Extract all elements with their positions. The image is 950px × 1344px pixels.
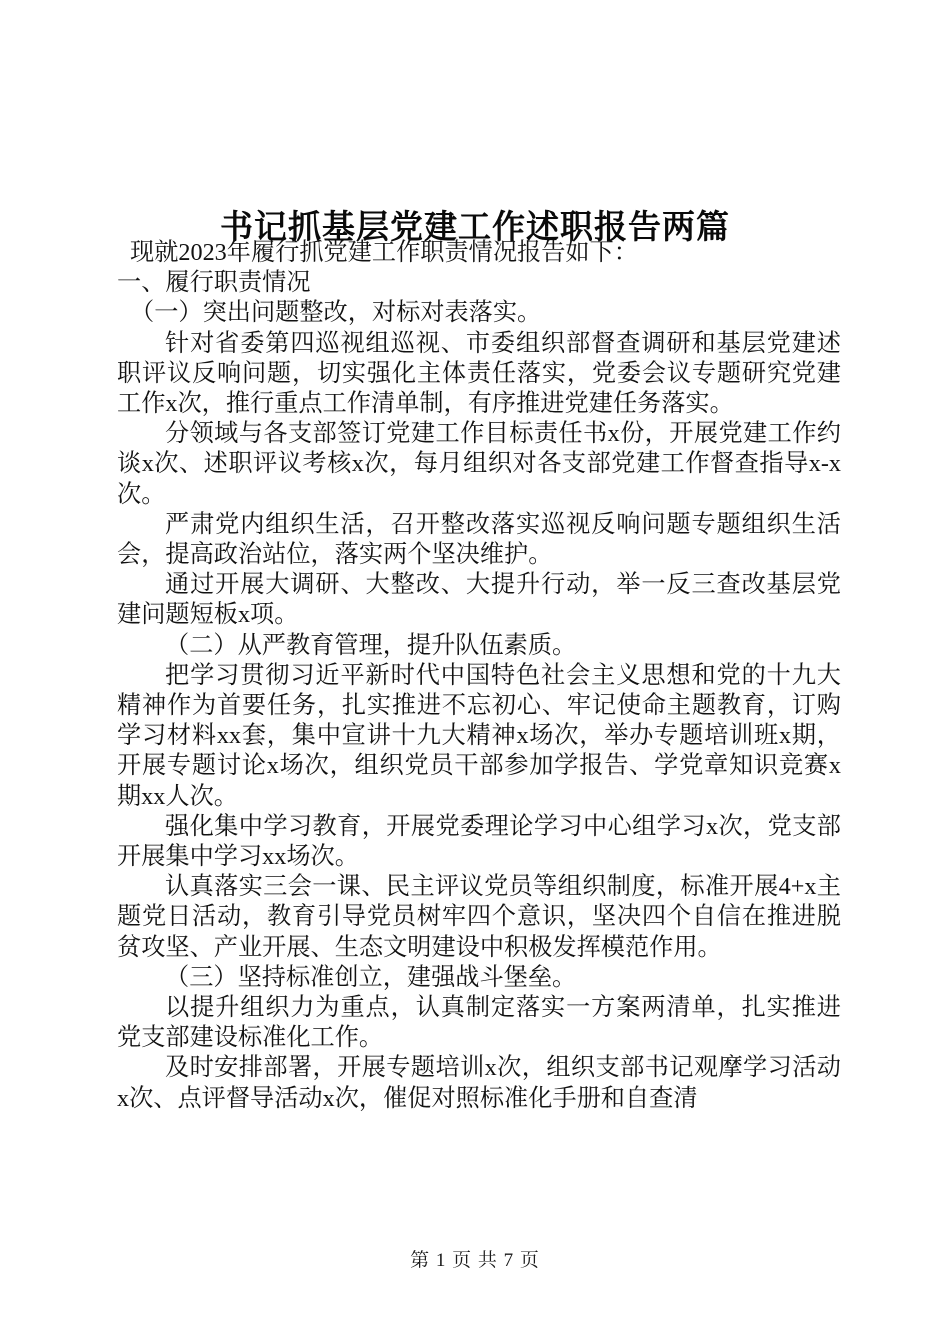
subsection-heading-2: （二）从严教育管理，提升队伍素质。	[165, 631, 577, 659]
paragraph: 分领域与各支部签订党建工作目标责任书x份，开展党建工作约谈x次、述职评议考核x次，每月组织对各支部党建工作督查指导x-x次。	[117, 420, 841, 508]
paragraph: 严肃党内组织生活，召开整改落实巡视反响问题专题组织生活会，提高政治站位，落实两个坚决维护。	[117, 510, 841, 569]
subsection-heading-1: （一）突出问题整改，对标对表落实。	[130, 299, 542, 327]
document-body	[117, 238, 841, 1114]
section-heading-1: 一、履行职责情况	[117, 269, 311, 297]
paragraph: 现就2023年履行抓党建工作职责情况报告如下：	[130, 239, 638, 266]
page-title: 书记抓基层党建工作述职报告两篇	[220, 208, 730, 246]
paragraph: 强化集中学习教育，开展党委理论学习中心组学习x次，党支部开展集中学习xx场次。	[117, 812, 841, 871]
subsection-heading-3: （三）坚持标准创立，建强战斗堡垒。	[165, 963, 577, 991]
paragraph: 认真落实三会一课、民主评议党员等组织制度，标准开展4+x主题党日活动，教育引导党员树牢四个意识，坚决四个自信在推进脱贫攻坚、产业开展、生态文明建设中积极发挥模范作用。	[117, 873, 841, 961]
paragraph: 通过开展大调研、大整改、大提升行动，举一反三查改基层党建问题短板x项。	[117, 571, 841, 629]
paragraph: 针对省委第四巡视组巡视、市委组织部督查调研和基层党建述职评议反响问题，切实强化主体责任落实，党委会议专题研究党建工作x次，推行重点工作清单制，有序推进党建任务落实。	[117, 329, 841, 418]
paragraph: 把学习贯彻习近平新时代中国特色社会主义思想和党的十九大精神作为首要任务，扎实推进不忘初心、牢记使命主题教育，订购学习材料xx套，集中宣讲十九大精神x场次，举办专题培训班x期，开展专题讨论x场次，组织党员干部参加学报告、学党章知识竞赛x期xx人次。	[117, 661, 841, 810]
paragraph: 以提升组织力为重点，认真制定落实一方案两清单，扎实推进党支部建设标准化工作。	[117, 994, 841, 1052]
paragraph: 及时安排部署，开展专题培训x次，组织支部书记观摩学习活动x次、点评督导活动x次，催促对照标准化手册和自查清	[117, 1054, 841, 1112]
page-footer: 第 1 页 共 7 页	[410, 1250, 540, 1271]
